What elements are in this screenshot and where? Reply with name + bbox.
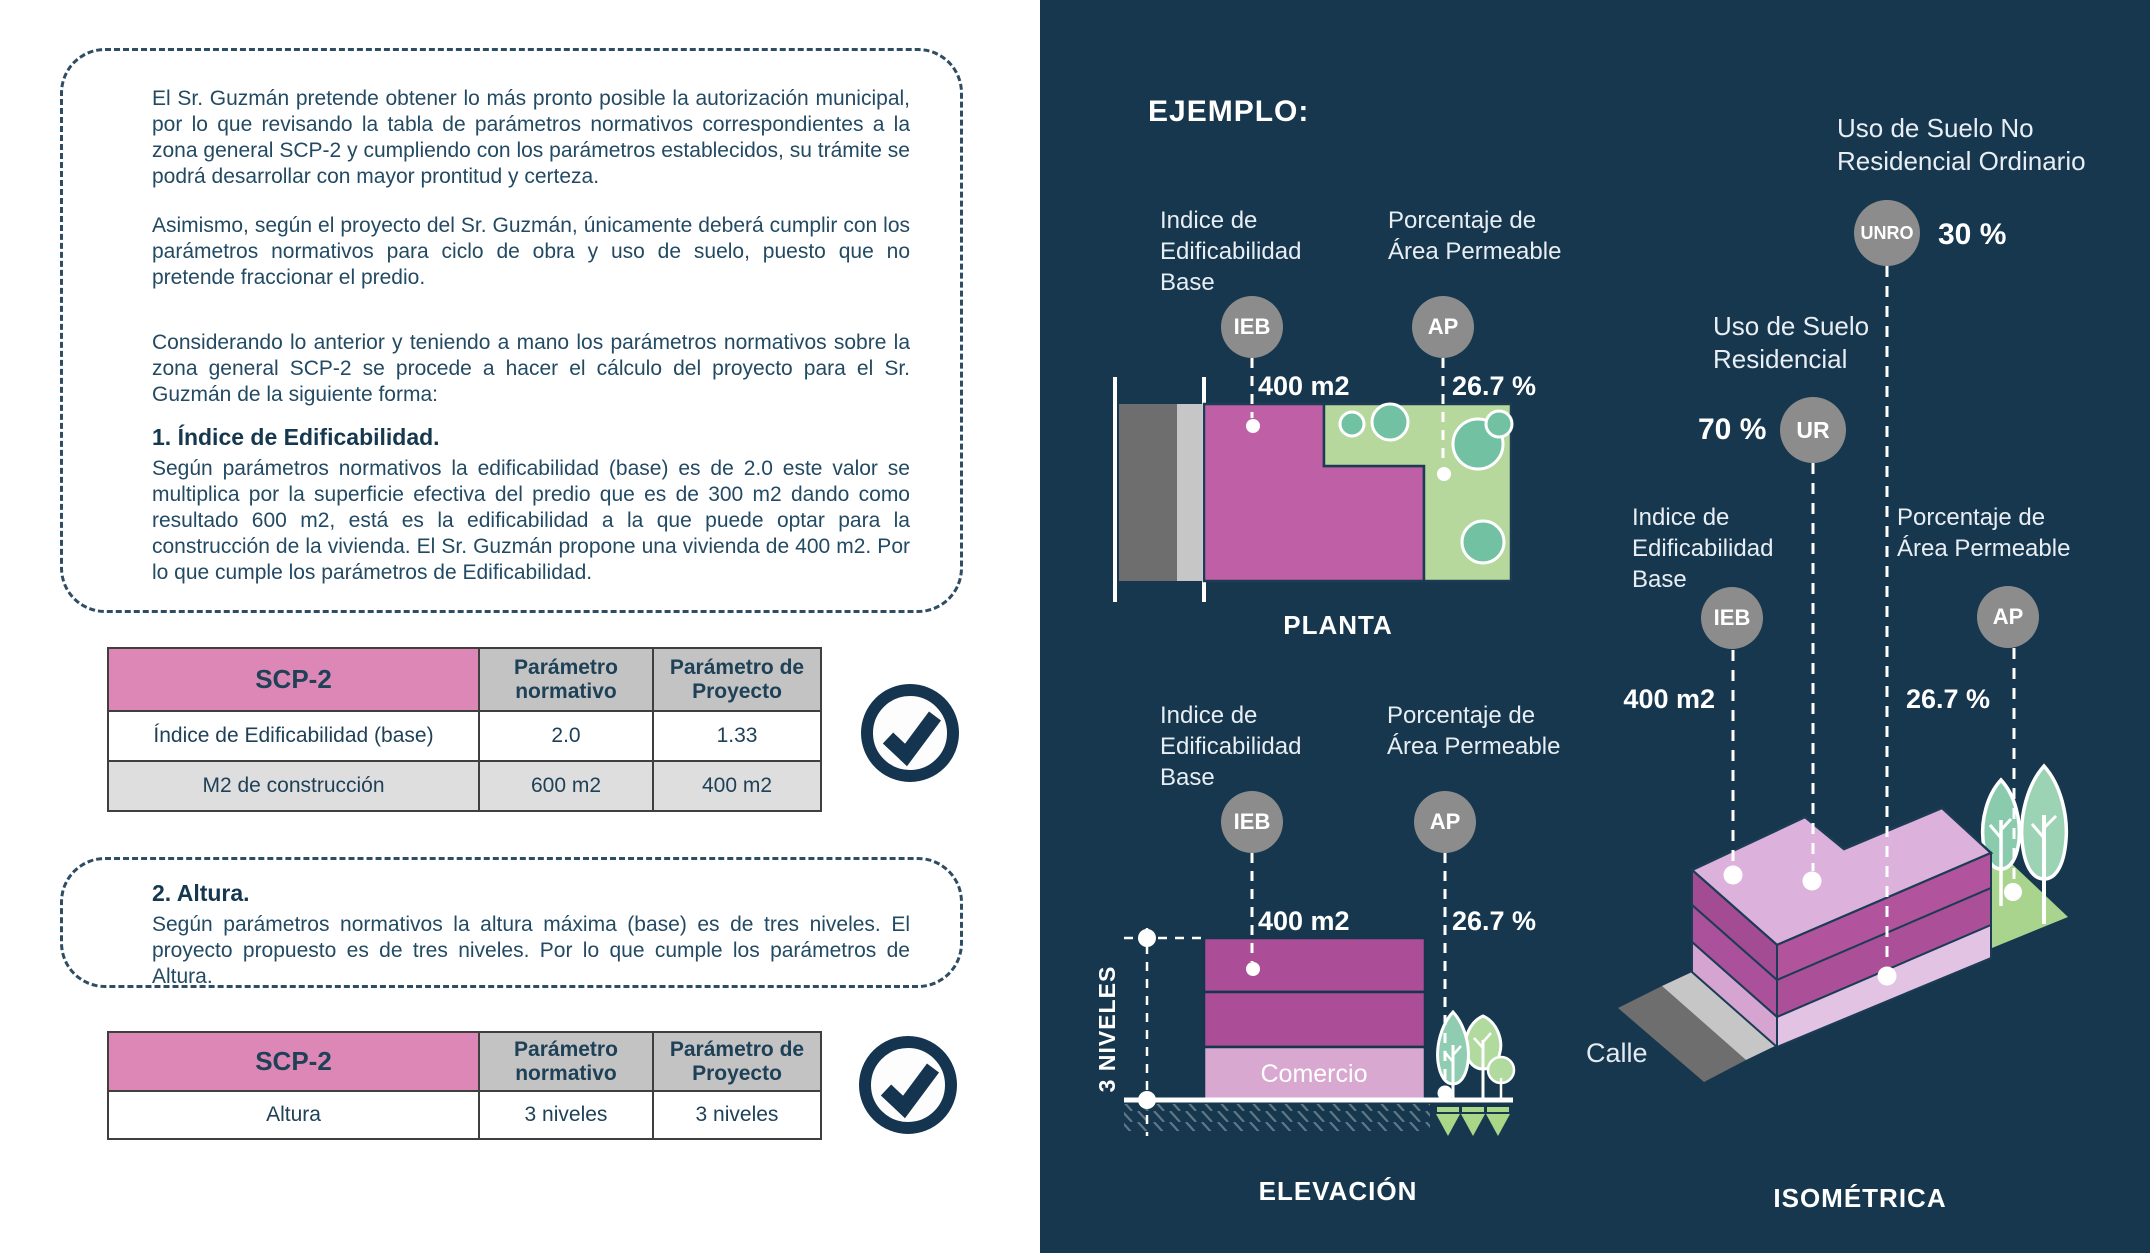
table2-r1c3: 3 niveles <box>653 1091 821 1139</box>
tree-icon <box>1462 521 1504 563</box>
elevacion-caption: ELEVACIÓN <box>1258 1176 1418 1206</box>
iso-ieb-label <box>1632 502 1773 595</box>
ur-value: 70 % <box>1698 413 1767 446</box>
table1-col-proyecto: Parámetro de Proyecto <box>653 648 821 711</box>
label-line: Indice de <box>1160 702 1258 729</box>
isometrica-caption: ISOMÉTRICA <box>1773 1183 1947 1213</box>
ieb-badge: IEB <box>1701 587 1763 649</box>
label-line: Indice de <box>1160 207 1258 234</box>
calle-label: Calle <box>1586 1038 1648 1068</box>
check-icon <box>860 683 960 783</box>
elevacion-ap-value: 26.7 % <box>1452 906 1537 936</box>
table-row <box>108 711 821 761</box>
label-line: Edificabilidad <box>1632 535 1774 562</box>
elevacion-ap-label <box>1387 700 1560 762</box>
iso-ieb-value: 400 m2 <box>1623 684 1715 714</box>
label-line: Área Permeable <box>1387 733 1561 760</box>
label-line: Residencial Ordinario <box>1837 146 2086 176</box>
planting-markers <box>1436 1107 1510 1136</box>
table2-zone-header: SCP-2 <box>108 1032 479 1091</box>
label-line: Base <box>1160 764 1215 791</box>
section1-title: 1. Índice de Edificabilidad. <box>152 424 440 450</box>
section1-body: Según parámetros normativos la edificabilidad (base) es de 2.0 este valor se multiplica por la superficie efectiva del predio que es de 300 m2 dando como resultado 600 m2, está es la edificabilidad a la que puede optar para la construcción de la vivienda. El Sr. Guzmán propone una vivienda de 400 m2. Por lo que cumple los parámetros de Edificabilidad. <box>152 457 910 584</box>
tree-icon <box>1486 411 1512 437</box>
label-line: Porcentaje de <box>1388 207 1537 234</box>
label-line: Área Permeable <box>1897 535 2071 562</box>
planta-ap-value: 26.7 % <box>1452 371 1537 401</box>
section2-title: 2. Altura. <box>152 880 250 906</box>
unro-label <box>1837 112 2086 178</box>
unro-value: 30 % <box>1938 218 2007 251</box>
isometrica-diagram <box>1618 266 2071 1082</box>
planta-ieb-label <box>1160 205 1301 298</box>
elevacion-ieb-value: 400 m2 <box>1258 906 1350 936</box>
label-line: Uso de Suelo <box>1713 311 1870 341</box>
ur-label <box>1713 310 1869 376</box>
tree-icon <box>1488 1057 1514 1100</box>
iso-ap-label <box>1897 502 2070 564</box>
label-line: Residencial <box>1713 344 1848 374</box>
unro-badge: UNRO <box>1854 200 1920 266</box>
table-edificabilidad <box>107 647 822 812</box>
ur-badge: UR <box>1780 397 1846 463</box>
tree-icon <box>1372 404 1408 440</box>
table1-r2c1: M2 de construcción <box>108 761 479 811</box>
comercio-label: Comercio <box>1260 1060 1368 1088</box>
section2-body: Según parámetros normativos la altura máxima (base) es de tres niveles. El proyecto propuesto es de tres niveles. Por lo que cumple los parámetros de Altura. <box>152 913 910 988</box>
table1-r2c3: 400 m2 <box>653 761 821 811</box>
table2-r1c2: 3 niveles <box>479 1091 653 1139</box>
planta-ap-label <box>1388 205 1561 267</box>
ieb-badge: IEB <box>1221 791 1283 853</box>
ap-badge: AP <box>1414 791 1476 853</box>
label-line: Edificabilidad <box>1160 238 1302 265</box>
planta-ieb-value: 400 m2 <box>1258 371 1350 401</box>
table1-r1c3: 1.33 <box>653 711 821 761</box>
intro-paragraph-1: El Sr. Guzmán pretende obtener lo más pronto posible la autorización municipal, por lo que revisando la tabla de parámetros normativos correspondientes a la zona general SCP-2 y cumpliendo con los parámetros establecidos, su trámite se podrá desarrollar con mayor prontitud y certeza. <box>152 87 910 188</box>
ap-badge: AP <box>1412 296 1474 358</box>
label-line: Base <box>1160 269 1215 296</box>
floor-3 <box>1204 938 1425 992</box>
label-line: Área Permeable <box>1388 238 1562 265</box>
table1-r2c2: 600 m2 <box>479 761 653 811</box>
table1-r1c2: 2.0 <box>479 711 653 761</box>
floor-2 <box>1204 992 1425 1047</box>
label-line: Porcentaje de <box>1387 702 1536 729</box>
table-row <box>108 1091 821 1139</box>
ieb-badge: IEB <box>1221 296 1283 358</box>
check-icon <box>858 1035 958 1135</box>
elevacion-diagram <box>1124 853 1514 1136</box>
street-strip <box>1119 404 1177 581</box>
tree-icon <box>1340 412 1364 436</box>
ap-badge: AP <box>1977 586 2039 648</box>
intro-paragraph-2: Asimismo, según el proyecto del Sr. Guzmán, únicamente deberá cumplir con los parámetros normativos para ciclo de obra y uso de suelo, puesto que no pretende fraccionar el predio. <box>152 214 910 289</box>
planta-caption: PLANTA <box>1283 610 1393 640</box>
table-row <box>108 761 821 811</box>
table2-col-proyecto: Parámetro de Proyecto <box>653 1032 821 1091</box>
label-line: Porcentaje de <box>1897 504 2046 531</box>
label-line: Edificabilidad <box>1160 733 1302 760</box>
label-line: Uso de Suelo No <box>1837 113 2034 143</box>
table2-r1c1: Altura <box>108 1091 479 1139</box>
sidewalk-strip <box>1177 404 1204 581</box>
elevacion-ieb-label <box>1160 700 1301 793</box>
table-altura <box>107 1031 822 1140</box>
niveles-label: 3 NIVELES <box>1094 965 1120 1093</box>
table1-zone-header: SCP-2 <box>108 648 479 711</box>
table2-col-normativo: Parámetro normativo <box>479 1032 653 1091</box>
label-line: Base <box>1632 566 1687 593</box>
label-line: Indice de <box>1632 504 1730 531</box>
example-title: EJEMPLO: <box>1148 95 1310 128</box>
table1-col-normativo: Parámetro normativo <box>479 648 653 711</box>
iso-ap-value: 26.7 % <box>1906 684 1991 714</box>
table1-r1c1: Índice de Edificabilidad (base) <box>108 711 479 761</box>
intro-paragraph-3: Considerando lo anterior y teniendo a mano los parámetros normativos sobre la zona general SCP-2 se procede a hacer el cálculo del proyecto para el Sr. Guzmán de la siguiente forma: <box>152 331 910 406</box>
